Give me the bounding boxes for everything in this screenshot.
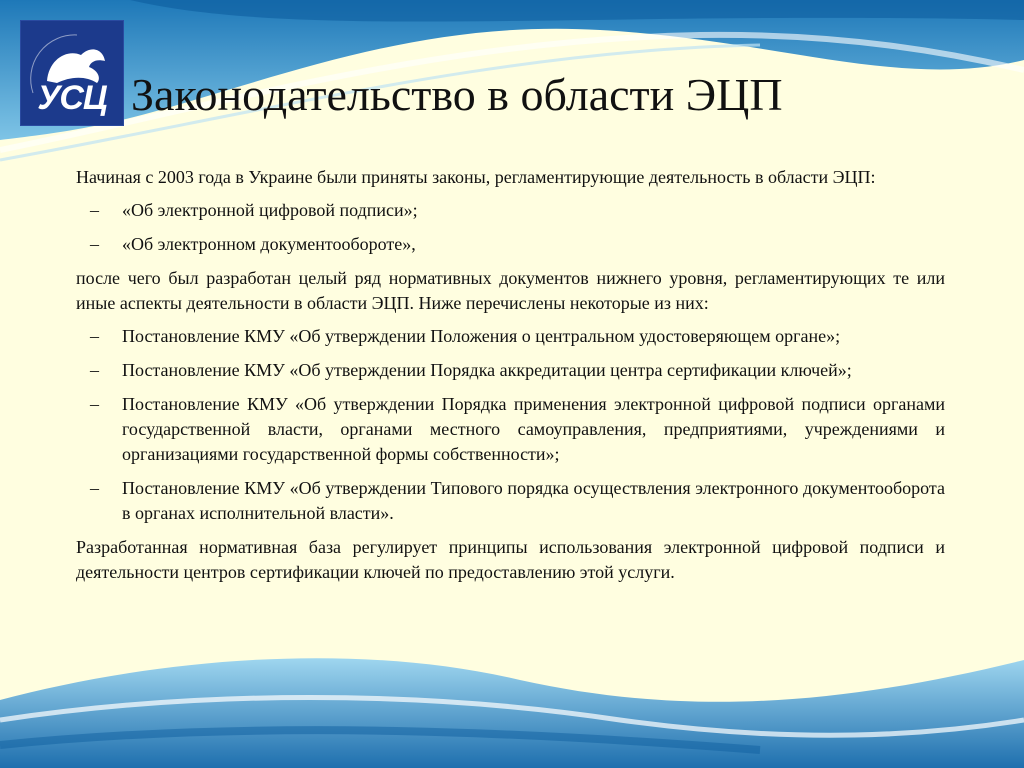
list-marker: –	[90, 478, 99, 498]
slide-body	[76, 165, 945, 593]
company-logo	[20, 20, 124, 126]
list-item	[76, 476, 945, 526]
list-item	[76, 324, 945, 349]
slide-title: Законодательство в области ЭЦП	[131, 69, 783, 120]
intro-paragraph: Начиная с 2003 года в Украине были приняты законы, регламентирующие деятельность в области ЭЦП:	[76, 167, 876, 187]
resolution-item-2: Постановление КМУ «Об утверждении Порядка аккредитации центра сертификации ключей»;	[122, 360, 852, 380]
logo-abbreviation: УСЦ	[37, 79, 107, 117]
list-marker: –	[90, 200, 99, 220]
law-item-2: «Об электронном документообороте»,	[122, 234, 416, 254]
resolution-item-1: Постановление КМУ «Об утверждении Положения о центральном удостоверяющем органе»;	[122, 326, 841, 346]
list-item	[76, 232, 945, 257]
list-marker: –	[90, 234, 99, 254]
resolution-item-3: Постановление КМУ «Об утверждении Порядка применения электронной цифровой подписи органами государственной власти, органами местного самоуправления, предприятиями, учреждениями и организациями государственной формы собственности»;	[122, 394, 945, 464]
list-item	[76, 392, 945, 467]
list-marker: –	[90, 326, 99, 346]
middle-paragraph: после чего был разработан целый ряд нормативных документов нижнего уровня, регламентирующих те или иные аспекты деятельности в области ЭЦП. Ниже перечислены некоторые из них:	[76, 268, 945, 313]
resolution-item-4: Постановление КМУ «Об утверждении Типового порядка осуществления электронного документооборота в органах исполнительной власти».	[122, 478, 945, 523]
list-marker: –	[90, 360, 99, 380]
law-item-1: «Об электронной цифровой подписи»;	[122, 200, 418, 220]
list-marker: –	[90, 394, 99, 414]
list-item	[76, 198, 945, 223]
conclusion-paragraph: Разработанная нормативная база регулирует принципы использования электронной цифровой подписи и деятельности центров сертификации ключей по предоставлению этой услуги.	[76, 537, 945, 582]
list-item	[76, 358, 945, 383]
